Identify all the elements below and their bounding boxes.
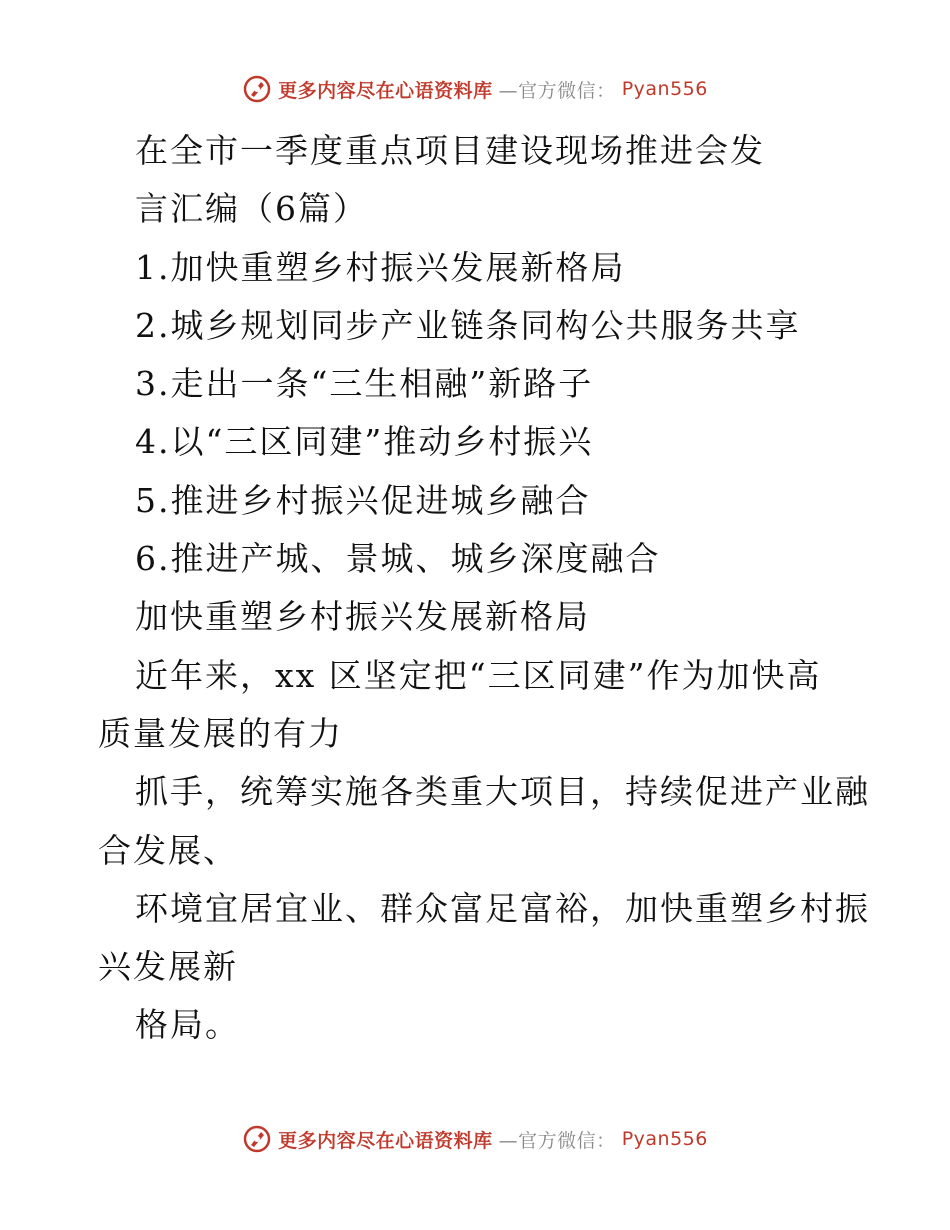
pen-logo-icon <box>242 1124 272 1154</box>
watermark-text: 更多内容尽在心语资料库 <box>278 79 493 102</box>
watermark-wechat-label: —官方微信： <box>498 79 616 102</box>
section-title: 加快重塑乡村振兴发展新格局 <box>135 597 590 637</box>
doc-line: 在全市一季度重点项目建设现场推进会发 <box>135 131 765 170</box>
watermark-text: 更多内容尽在心语资料库 <box>278 1129 493 1152</box>
doc-line: 言汇编（6篇） <box>135 189 368 229</box>
toc-item: 2.城乡规划同步产业链条同构公共服务共享 <box>135 305 801 345</box>
toc-item: 5.推进乡村振兴促进城乡融合 <box>135 480 591 520</box>
toc-item: 1.加快重塑乡村振兴发展新格局 <box>135 247 626 287</box>
watermark-wechat-id: Pyan556 <box>621 78 708 100</box>
document-body <box>98 122 878 1055</box>
paragraph-line: 近年来，xx 区坚定把“三区同建”作为加快高 <box>135 655 822 695</box>
paragraph-line: 环境宜居宜业、群众富足富裕，加快重塑乡村振 <box>135 888 870 928</box>
watermark-wechat-id: Pyan556 <box>621 1128 708 1150</box>
watermark-wechat-label: —官方微信： <box>498 1129 616 1152</box>
toc-item: 6.推进产城、景城、城乡深度融合 <box>135 539 661 579</box>
toc-item: 3.走出一条“三生相融”新路子 <box>135 364 594 404</box>
paragraph-line: 抓手，统筹实施各类重大项目，持续促进产业融 <box>135 772 870 812</box>
paragraph-line: 格局。 <box>135 1005 240 1045</box>
footer-watermark <box>0 1124 950 1154</box>
paragraph-line: 质量发展的有力 <box>98 713 343 753</box>
pen-logo-icon <box>242 74 272 104</box>
paragraph-line: 兴发展新 <box>98 947 238 987</box>
paragraph-line: 合发展、 <box>98 830 238 870</box>
header-watermark <box>0 74 950 104</box>
toc-item: 4.以“三区同建”推动乡村振兴 <box>135 422 594 462</box>
